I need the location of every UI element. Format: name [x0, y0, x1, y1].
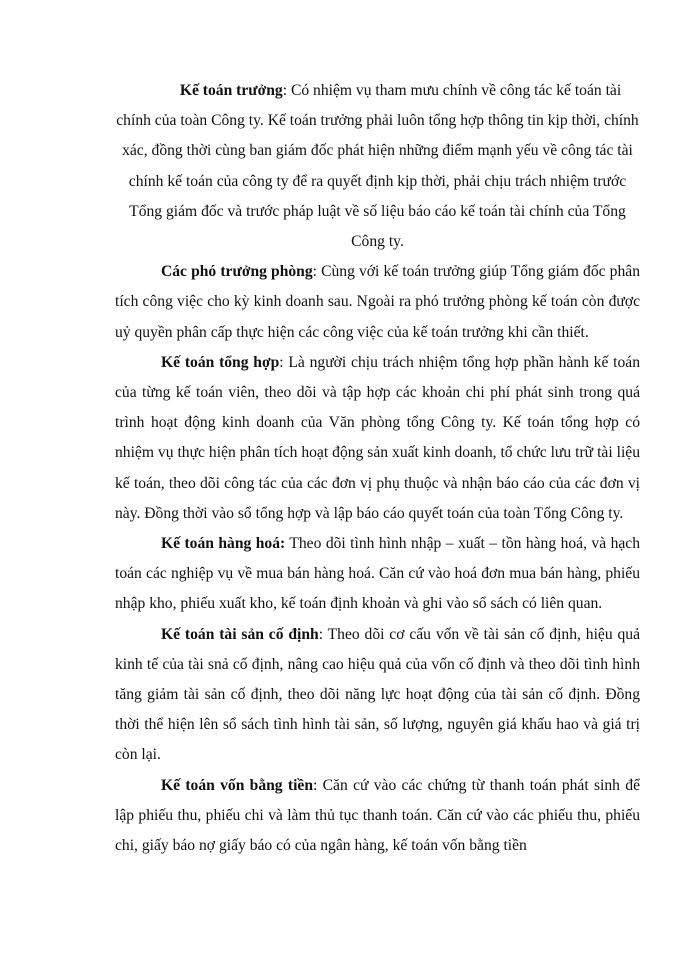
text-deputy-heads: : Cùng với kế toán trưởng giúp Tổng giám đốc phân tích công việc cho kỳ kinh doanh sau. Ngoài ra phó trưởng phòng kế toán còn được uỷ quyền phân cấp thực hiện các công việc của kế toán trưởng khi cần thiết. — [115, 263, 640, 341]
paragraph-goods-accountant — [115, 529, 640, 620]
paragraph-general-accountant — [115, 348, 640, 529]
paragraph-deputy-heads — [115, 257, 640, 348]
document-body — [115, 76, 640, 861]
paragraph-cash-accountant — [115, 771, 640, 862]
heading-general-accountant: Kế toán tổng hợp — [161, 353, 280, 371]
paragraph-chief-accountant — [115, 76, 640, 257]
heading-chief-accountant: Kế toán trưởng — [179, 82, 283, 99]
text-fixed-assets-accountant: : Theo dõi cơ cấu vốn về tài sản cố định, hiệu quả kinh tế của tài snả cố định, nâng cao hiệu quả của vốn cố định và theo dõi tình hình tăng giảm tài sản cố định, theo dõi năng lực hoạt động của tài sản cố định. Đồng thời thể hiện lên sổ sách tình hình tài sản, số lượng, nguyên giá khấu hao và giá trị còn lại. — [115, 625, 640, 764]
text-cash-accountant: : Căn cứ vào các chứng từ thanh toán phát sinh để lập phiếu thu, phiếu chi và làm thủ tục thanh toán. Căn cứ vào các phiếu thu, phiếu chi, giấy báo nợ giấy báo có của ngân hàng, kế toán vốn bằng tiền — [115, 776, 640, 855]
text-goods-accountant: Theo dõi tình hình nhập – xuất – tồn hàng hoá, và hạch toán các nghiệp vụ về mua bán hàng hoá. Căn cứ vào hoá đơn mua bán hàng, phiếu nhập kho, phiếu xuất kho, kế toán định khoản và ghi vào sổ sách có liên quan. — [115, 535, 641, 613]
heading-cash-accountant: Kế toán vốn bằng tiền — [161, 776, 314, 794]
heading-fixed-assets-accountant: Kế toán tài sản cố định — [161, 625, 319, 643]
heading-deputy-heads: Các phó trưởng phòng — [161, 263, 313, 281]
paragraph-fixed-assets-accountant — [115, 620, 640, 771]
heading-goods-accountant: Kế toán hàng hoá: — [161, 535, 286, 553]
text-general-accountant: : Là người chịu trách nhiệm tổng hợp phần hành kế toán của từng kế toán viên, theo dõi và tập hợp các khoản chi phí phát sinh trong quá trình hoạt động kinh doanh của Văn phòng tổng Công ty. Kế toán tổng hợp có nhiệm vụ thực hiện phân tích hoạt động sản xuất kinh doanh, tổ chức lưu trữ tài liệu kế toán, theo dõi công tác của các đơn vị phụ thuộc và nhận báo cáo của các đơn vị này. Đồng thời vào sổ tổng hợp và lập báo cáo quyết toán của toàn Tổng Công ty. — [115, 353, 640, 522]
text-chief-accountant: : Có nhiệm vụ tham mưu chính về công tác kế toán tài chính của toàn Công ty. Kế toán trưởng phải luôn tổng hợp thông tin kịp thời, chính xác, đồng thời cùng ban giám đốc phát hiện những điểm mạnh yếu về công tác tài chính kế toán của công ty để ra quyết định kịp thời, phải chịu trách nhiệm trước Tổng giám đốc và trước pháp luật về số liệu báo cáo kế toán tài chính của Tổng Công ty. — [116, 82, 639, 251]
